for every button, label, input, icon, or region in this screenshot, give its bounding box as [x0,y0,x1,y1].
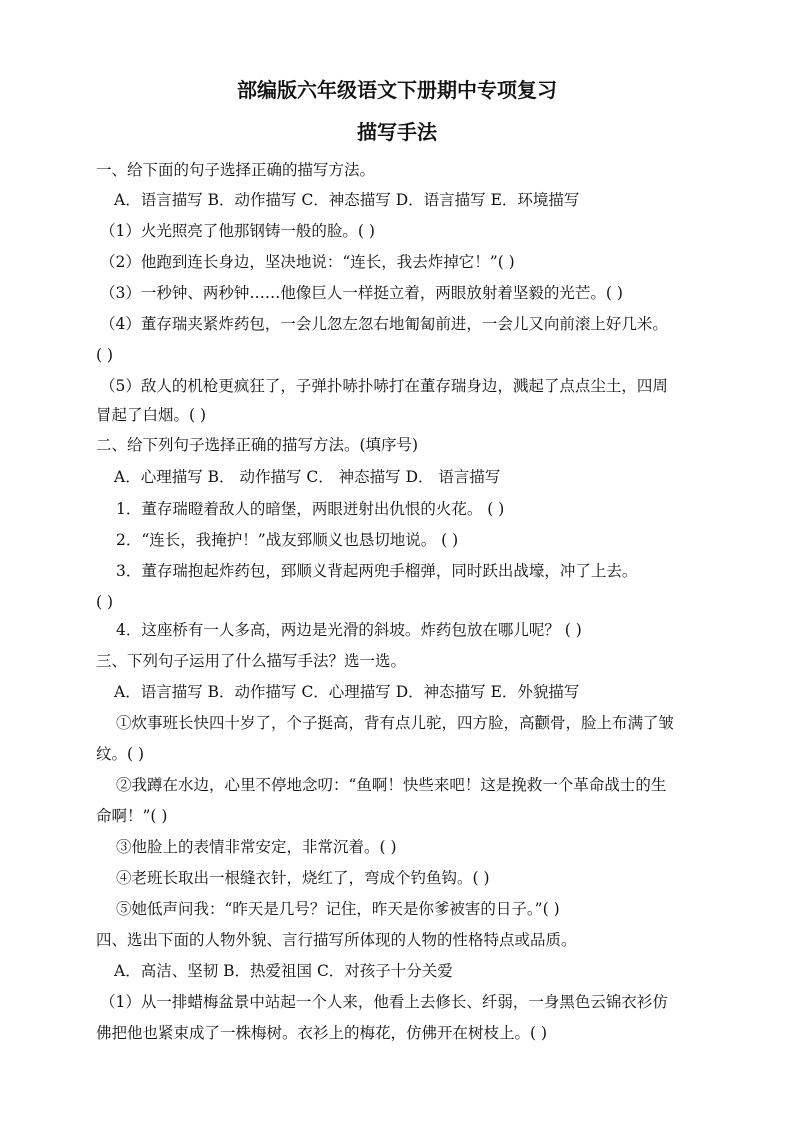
question-line: （1）从一排蜡梅盆景中站起一个人来，他看上去修长、纤弱，一身黑色云锦衣衫仿 [100,993,668,1011]
section-2-options: A．心理描写 B． 动作描写 C． 神态描写 D． 语言描写 [114,468,501,486]
question-line: （4）董存瑞夹紧炸药包，一会儿忽左忽右地匍匐前进，一会儿又向前滚上好几米。 [100,315,668,333]
question-line: 3．董存瑞抱起炸药包，郅顺义背起两兜手榴弹，同时跃出战壕，冲了上去。 [116,562,638,580]
question-line: 佛把他也紧束成了一株梅树。衣衫上的梅花，仿佛开在树枝上。( ) [96,1024,548,1042]
section-2-heading: 二、给下列句子选择正确的描写方法。(填序号) [96,436,419,454]
question-line: （3）一秒钟、两秒钟……他像巨人一样挺立着，两眼放射着坚毅的光芒。( ) [100,284,623,302]
section-1-heading: 一、给下面的句子选择正确的描写方法。 [96,161,376,179]
question-line: 命啊！”( ) [96,807,168,825]
question-line: ( ) [96,346,114,364]
section-1-options: A．语言描写 B．动作描写 C．神态描写 D．语言描写 E．环境描写 [114,191,580,209]
question-line: 纹。( ) [96,745,145,763]
question-line: ②我蹲在水边，心里不停地念叨：“鱼啊！快些来吧！这是挽救一个革命战士的生 [116,776,667,794]
question-line: ③他脸上的表情非常安定，非常沉着。( ) [116,838,397,856]
question-line: ①炊事班长快四十岁了，个子挺高，背有点儿驼，四方脸，高颧骨，脸上布满了皱 [116,714,675,732]
page-subtitle: 描写手法 [357,120,437,144]
page-title: 部编版六年级语文下册期中专项复习 [237,78,557,102]
question-line: （1）火光照亮了他那钢铸一般的脸。( ) [100,222,375,240]
section-4-options: A．高洁、坚韧 B．热爱祖国 C．对孩子十分关爱 [114,962,453,980]
question-line: ⑤她低声问我：“昨天是几号？记住，昨天是你爹被害的日子。”( ) [116,900,560,918]
question-line: 1．董存瑞瞪着敌人的暗堡，两眼迸射出仇恨的火花。 ( ) [116,500,505,518]
question-line: 冒起了白烟。( ) [96,406,207,424]
question-line: （5）敌人的机枪更疯狂了，子弹扑哧扑哧打在董存瑞身边，溅起了点点尘土，四周 [100,377,668,395]
section-4-heading: 四、选出下面的人物外貌、言行描写所体现的人物的性格特点或品质。 [96,931,577,949]
section-3-options: A．语言描写 B．动作描写 C．心理描写 D．神态描写 E．外貌描写 [114,683,580,701]
question-line: 2．“连长，我掩护！”战友郅顺义也恳切地说。 ( ) [116,531,459,549]
question-line: ( ) [96,593,114,611]
question-line: ④老班长取出一根缝衣针，烧红了，弯成个钓鱼钩。( ) [116,869,490,887]
question-line: 4．这座桥有一人多高，两边是光滑的斜坡。炸药包放在哪儿呢？ ( ) [116,621,582,639]
question-line: （2）他跑到连长身边，坚决地说：“连长，我去炸掉它！”( ) [100,253,515,271]
section-3-heading: 三、下列句子运用了什么描写手法？选一选。 [96,652,407,670]
